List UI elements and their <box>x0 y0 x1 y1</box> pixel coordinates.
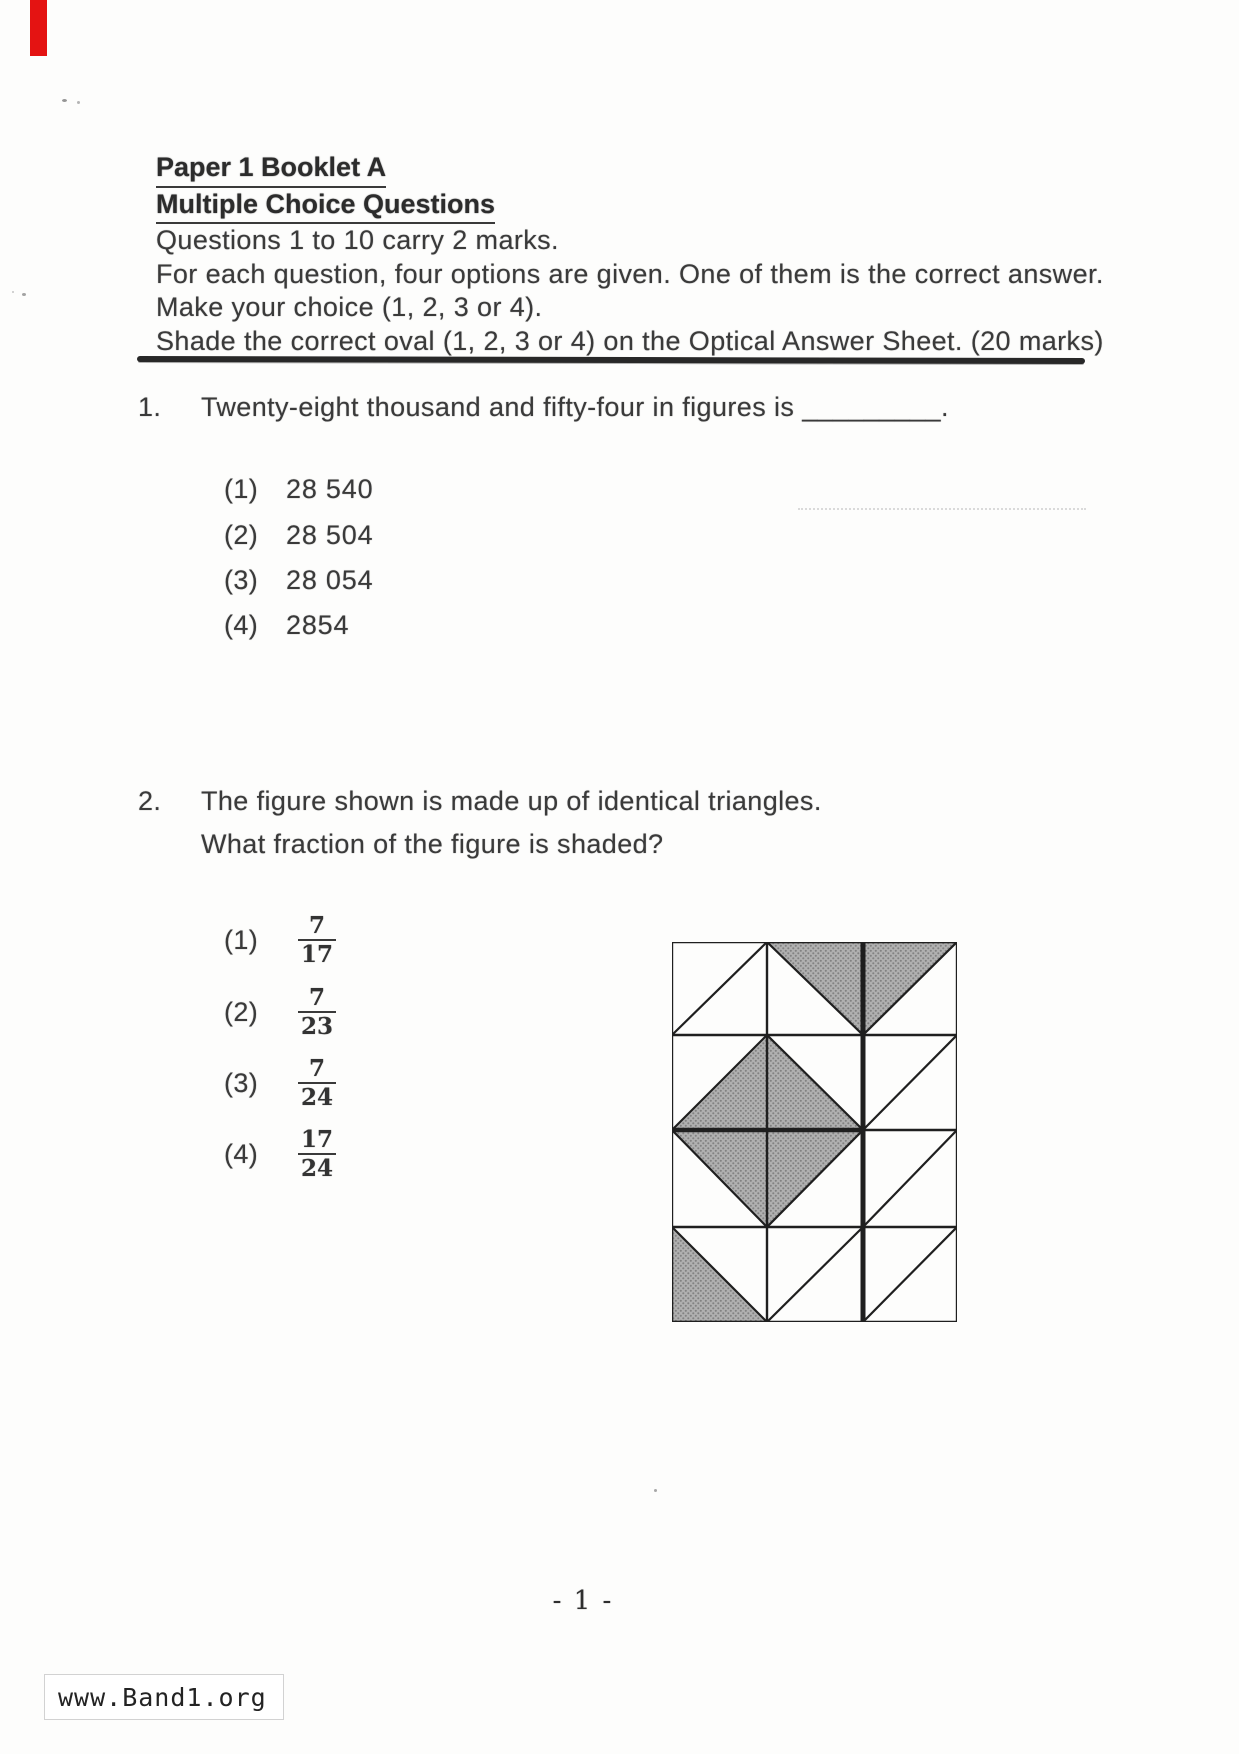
section-title-text: Multiple Choice Questions <box>156 188 495 225</box>
scan-speck <box>654 1489 657 1492</box>
fraction-denominator: 23 <box>300 1013 333 1040</box>
fraction-denominator: 24 <box>300 1155 333 1182</box>
question1-text: Twenty-eight thousand and fifty-four in figures is _________. <box>201 392 949 422</box>
instruction-line: Make your choice (1, 2, 3 or 4). <box>156 292 543 322</box>
section-divider-rule <box>137 356 1085 364</box>
question1-option-2 <box>224 520 373 551</box>
option-value: 28 504 <box>286 520 374 550</box>
instruction-line: For each question, four options are given. One of them is the correct answer. <box>156 258 1104 289</box>
fraction <box>294 913 340 967</box>
question2-option-2 <box>224 983 340 1041</box>
option-label: (1) <box>224 924 259 955</box>
red-scan-tab <box>30 0 47 56</box>
question2-option-4 <box>224 1125 340 1183</box>
option-label: (1) <box>224 474 259 504</box>
fraction-numerator: 7 <box>308 1055 325 1082</box>
scan-speck <box>12 291 14 293</box>
question2-option-1 <box>224 911 340 969</box>
instruction-line: Shade the correct oval (1, 2, 3 or 4) on the Optical Answer Sheet. (20 marks) <box>156 325 1104 356</box>
option-label: (2) <box>224 996 259 1027</box>
question1-number: 1. <box>138 392 162 422</box>
section-title <box>156 188 1104 225</box>
question2-text-line2: What fraction of the figure is shaded? <box>201 829 664 859</box>
scan-speck <box>62 99 67 102</box>
fraction-denominator: 17 <box>300 941 333 968</box>
option-value: 28 540 <box>286 474 374 504</box>
page-number: - 1 - <box>552 1586 614 1616</box>
instruction-line: Questions 1 to 10 carry 2 marks. <box>156 225 559 255</box>
scan-speck <box>77 101 80 104</box>
question1-option-3 <box>224 565 373 596</box>
option-label: (4) <box>224 610 259 640</box>
faint-dotted-scan-line <box>798 508 1086 510</box>
option-label: (2) <box>224 520 259 550</box>
fraction <box>294 1056 340 1110</box>
option-label: (3) <box>224 565 259 595</box>
question2-text-line1: The figure shown is made up of identical triangles. <box>201 786 822 816</box>
fraction-numerator: 7 <box>308 912 325 939</box>
booklet-title-text: Paper 1 Booklet A <box>156 151 386 188</box>
booklet-title <box>156 151 1104 188</box>
option-value: 28 054 <box>286 565 374 595</box>
fraction <box>294 985 340 1039</box>
scan-speck <box>22 293 26 296</box>
option-label: (3) <box>224 1067 259 1098</box>
watermark-box <box>44 1674 284 1720</box>
option-label: (4) <box>224 1138 259 1169</box>
option-value: 2854 <box>286 610 350 640</box>
question2-number: 2. <box>138 786 162 816</box>
question1-option-4 <box>224 610 349 641</box>
question2-option-3 <box>224 1054 340 1112</box>
paper-header <box>156 151 1104 358</box>
fraction <box>294 1127 340 1181</box>
watermark-text: www.Band1.org <box>58 1682 267 1712</box>
fraction-denominator: 24 <box>300 1084 333 1111</box>
fraction-numerator: 7 <box>308 984 325 1011</box>
fraction-numerator: 17 <box>300 1126 333 1153</box>
question2-figure <box>672 942 957 1322</box>
question1-option-1 <box>224 474 373 505</box>
